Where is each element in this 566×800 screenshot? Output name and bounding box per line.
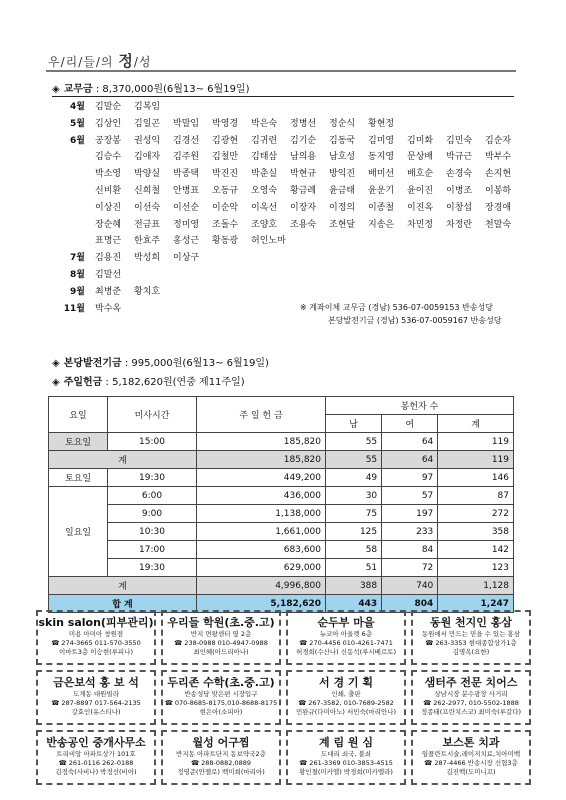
ad-box <box>411 670 531 725</box>
member-name: 박진진 <box>212 169 239 180</box>
member-name: 신희철 <box>134 186 161 196</box>
ad-line: 반송성당 맞은편 시장입구 <box>184 690 258 698</box>
member-name: 정병선 <box>290 118 317 129</box>
member-name: 박영경 <box>212 118 239 129</box>
cell-m: 58 <box>326 541 382 559</box>
ad-line: 트리비앙 아파트상가 101호 <box>56 750 136 758</box>
member-name: 최병준 <box>95 286 122 297</box>
member-name: 김기순 <box>290 135 317 146</box>
name-row <box>95 233 290 246</box>
member-name: 오동규 <box>212 186 239 196</box>
cell-amount: 185,820 <box>197 433 326 451</box>
member-name: 김철만 <box>212 152 239 163</box>
cell-time: 17:00 <box>108 541 197 559</box>
member-name: 이창섭 <box>446 202 473 213</box>
member-name: 김주원 <box>173 152 200 163</box>
th-time: 미사시간 <box>108 397 197 433</box>
ad-line: 도대리 쇠국, 불쇠 <box>320 750 372 758</box>
ad-box <box>286 670 406 725</box>
member-name: 정순식 <box>329 118 356 129</box>
member-name: 박종택 <box>173 169 200 180</box>
member-name: 조양호 <box>251 219 278 230</box>
collection-table-body <box>49 433 514 613</box>
member-name: 한효주 <box>134 236 161 247</box>
member-name: 김미화 <box>407 135 434 146</box>
table-row <box>49 505 514 523</box>
member-name: 박부수 <box>485 152 512 163</box>
ad-line: 김진백(도미니꼬) <box>446 768 496 776</box>
cell-day: 계 <box>49 451 197 469</box>
ad-line: ☎ 261-0116 262-0188 <box>58 759 134 767</box>
member-name: 이정의 <box>329 202 356 213</box>
account-note-1: ※ 계좌이체 교무금 (경남) 536-07-0059153 반송성당 <box>300 303 493 312</box>
cell-f: 84 <box>382 541 438 559</box>
table-row <box>49 487 514 505</box>
cell-m: 55 <box>326 451 382 469</box>
ad-line: 인쇄, 출판 <box>331 690 361 698</box>
member-name: 황현정 <box>368 118 395 129</box>
cell-t: 123 <box>438 559 514 577</box>
ad-name: 월성 어구찜 <box>192 736 250 749</box>
account-note-2: 본당발전기금 (경남) 536-07-0059167 반송성당 <box>328 316 502 325</box>
collection-value: : 5,182,620원(연중 제11주일) <box>105 377 245 388</box>
cell-time: 19:30 <box>108 559 197 577</box>
collection-table <box>48 396 514 613</box>
cell-m: 55 <box>326 433 382 451</box>
cell-m: 125 <box>326 523 382 541</box>
member-name: 지송은 <box>368 219 395 230</box>
member-name: 문상배 <box>407 152 434 163</box>
member-name: 이상구 <box>173 253 200 264</box>
ad-line: ☎ 274-3665 011-570-3550 <box>51 639 141 647</box>
th-attendees: 봉헌자 수 <box>326 397 514 415</box>
month-label: 6월 <box>70 135 85 146</box>
name-row <box>95 200 524 213</box>
ad-line: 김정숙(사비나) 박정선(비아) <box>55 768 137 776</box>
cell-m: 51 <box>326 559 382 577</box>
table-row <box>49 523 514 541</box>
member-name: 이종철 <box>368 202 395 213</box>
member-name: 김말선 <box>95 270 122 280</box>
member-name: 손경숙 <box>446 169 473 180</box>
member-name: 동지영 <box>368 152 395 163</box>
ad-line: 황인철(미카엘) 박경희(미카엘라) <box>299 768 393 776</box>
member-name: 이장자 <box>290 202 317 213</box>
cell-f: 97 <box>382 469 438 487</box>
title-end: 성 <box>138 55 152 69</box>
th-male: 남 <box>326 415 382 433</box>
cell-f: 804 <box>382 595 438 613</box>
cell-amount: 436,000 <box>197 487 326 505</box>
table-row <box>49 469 514 487</box>
member-name: 정미영 <box>173 219 200 230</box>
member-name: 방익진 <box>329 169 356 180</box>
ad-box <box>36 670 156 725</box>
ad-line: 허경희(수산나) 신동석(루시베르토) <box>295 648 397 656</box>
tithe-value: : 8,370,000원(6월13~ 6월19일) <box>95 84 250 95</box>
ad-box <box>286 610 406 665</box>
cell-day: 토요일 <box>49 469 108 487</box>
ad-box <box>286 730 406 785</box>
ad-name: 금은보석 홍 보 석 <box>53 676 139 689</box>
ad-name: skin salon(피부관리) <box>38 616 154 629</box>
name-row <box>95 133 524 146</box>
cell-day: 토요일 <box>49 433 108 451</box>
month-label: 5월 <box>70 118 85 129</box>
member-name: 황치호 <box>134 286 161 297</box>
ad-line: ☎ 288-0882,0889 <box>190 759 252 767</box>
ad-line: ☎ 270-4456 010-4261-7471 <box>299 639 393 647</box>
name-row <box>95 149 524 162</box>
ad-name: 샘터주 전문 치어스 <box>424 676 518 689</box>
member-name: 김귀련 <box>251 135 278 146</box>
ad-box <box>411 610 531 665</box>
member-name: 공장봉 <box>95 135 122 146</box>
ad-name: 순두부 마을 <box>317 616 375 629</box>
ad-line: 현은아(소피아) <box>199 708 243 716</box>
member-name: 김상인 <box>95 118 122 129</box>
member-name: 차민정 <box>407 219 434 230</box>
title-prefix: 우/리/들/의 <box>48 55 119 69</box>
collection-label: 주일헌금 <box>63 377 103 388</box>
member-name: 이상진 <box>95 202 122 213</box>
member-name: 김애자 <box>134 152 161 163</box>
member-name: 김승수 <box>95 152 122 163</box>
ad-line: 김명옥(요한) <box>452 648 490 656</box>
ad-name: 보스톤 치과 <box>442 736 500 749</box>
member-name: 이선숙 <box>134 202 161 213</box>
ad-name: 서 경 기 획 <box>319 676 373 689</box>
table-row <box>49 559 514 577</box>
fund-label: 본당발전기금 <box>63 358 122 369</box>
cell-m: 49 <box>326 469 382 487</box>
ad-line: 뉴코아 아울렛 6층 <box>319 630 373 638</box>
member-name: 김순자 <box>485 135 512 146</box>
cell-t: 146 <box>438 469 514 487</box>
name-row <box>95 250 212 263</box>
cell-time: 9:00 <box>108 505 197 523</box>
ad-line: ☎ 267-3582, 010-7689-2582 <box>298 699 394 707</box>
cell-t: 142 <box>438 541 514 559</box>
cell-f: 233 <box>382 523 438 541</box>
ad-line: 이마트3층 이승현(루피나) <box>58 648 134 656</box>
ad-line: 도계동 대원빌라 <box>72 690 120 698</box>
member-name: 이선순 <box>173 202 200 213</box>
ad-line: ☎ 238-0988 010-4947-0988 <box>174 639 268 647</box>
member-name: 박은숙 <box>251 118 278 129</box>
name-row <box>95 166 524 179</box>
month-label: 4월 <box>70 102 85 112</box>
ad-line: 민완규(다미아노) 서민숙(마리안나) <box>295 708 397 716</box>
ad-line: 동원에서 만드는 믿을 수 있는 홍삼 <box>421 630 521 638</box>
member-name: 차정란 <box>446 219 473 230</box>
month-label: 8월 <box>70 270 85 280</box>
member-name: 박수옥 <box>95 303 122 314</box>
cell-time: 10:30 <box>108 523 197 541</box>
cell-f: 197 <box>382 505 438 523</box>
cell-day: 계 <box>49 577 197 595</box>
cell-f: 64 <box>382 433 438 451</box>
cell-f: 57 <box>382 487 438 505</box>
cell-t: 119 <box>438 451 514 469</box>
cell-amount: 4,996,800 <box>197 577 326 595</box>
cell-amount: 1,661,000 <box>197 523 326 541</box>
cell-day: 합 계 <box>49 595 197 613</box>
member-name: 이병조 <box>446 186 473 196</box>
ad-line: 반지동 아파트단지 동보약국2층 <box>176 750 266 758</box>
member-name: 김용진 <box>95 253 122 264</box>
ad-line: 최인혜(아드리아나) <box>193 648 249 656</box>
cell-t: 87 <box>438 487 514 505</box>
diamond-icon: ◈ <box>52 377 60 388</box>
member-name: 남의용 <box>290 152 317 163</box>
member-name: 윤금태 <box>329 186 356 196</box>
member-name: 박말임 <box>173 118 200 129</box>
tithe-label: 교무금 <box>63 84 93 95</box>
member-name: 조용숙 <box>290 219 317 230</box>
cell-m: 75 <box>326 505 382 523</box>
member-name: 권성익 <box>134 135 161 146</box>
name-row <box>95 217 524 230</box>
cell-t: 1,247 <box>438 595 514 613</box>
member-name: 전금표 <box>134 219 161 230</box>
name-row <box>95 116 407 129</box>
member-name: 이진옥 <box>407 202 434 213</box>
cell-m: 30 <box>326 487 382 505</box>
ad-name: 두리존 수학(초.중.고) <box>167 676 275 689</box>
ad-line: ☎ 070-8685-8175,010-8688-8175 <box>164 699 278 707</box>
cell-day: 일요일 <box>49 487 108 577</box>
member-name: 윤이진 <box>407 186 434 196</box>
member-name: 김광현 <box>212 135 239 146</box>
collection-table-wrap <box>48 396 514 613</box>
ad-line: 강효인(유스티나) <box>71 708 121 716</box>
member-name: 조돌수 <box>212 219 239 230</box>
ad-name: 반송공인 중개사무소 <box>46 736 146 749</box>
member-name: 황동광 <box>212 236 239 247</box>
member-name: 오영숙 <box>251 186 278 196</box>
member-name: 손지현 <box>485 169 512 180</box>
fund-value: : 995,000원(6월13~ 6월19일) <box>124 358 269 369</box>
member-name: 김태삼 <box>251 152 278 163</box>
cell-time: 15:00 <box>108 433 197 451</box>
member-name: 김민숙 <box>446 135 473 146</box>
member-name: 박규근 <box>446 152 473 163</box>
ads-grid <box>36 610 530 785</box>
name-row <box>95 183 524 196</box>
member-name: 천말숙 <box>485 219 512 230</box>
cell-t: 119 <box>438 433 514 451</box>
member-name: 홍성근 <box>173 236 200 247</box>
ad-box <box>36 730 156 785</box>
member-name: 김복임 <box>134 102 161 112</box>
member-name: 박춘실 <box>251 169 278 180</box>
member-name: 장순혜 <box>95 219 122 230</box>
fund-heading <box>52 354 269 369</box>
ad-line: ☎ 287-4466 반송시장 신협3층 <box>424 759 518 767</box>
member-name: 이옥선 <box>251 202 278 213</box>
name-row <box>95 301 134 314</box>
ad-line: ☎ 287-8897 017-564-2135 <box>51 699 141 707</box>
ad-line: 미용 아미아 창원점 <box>68 630 124 638</box>
month-label: 7월 <box>70 253 85 264</box>
member-name: 황금례 <box>290 186 317 196</box>
th-day: 요일 <box>49 397 108 433</box>
cell-t: 358 <box>438 523 514 541</box>
ad-box <box>161 670 281 725</box>
cell-amount: 683,600 <box>197 541 326 559</box>
table-row <box>49 541 514 559</box>
ad-line: ☎ 262-2977, 010-5502-1888 <box>423 699 519 707</box>
cell-time: 19:30 <box>108 469 197 487</box>
member-name: 조현달 <box>329 219 356 230</box>
cell-amount: 629,000 <box>197 559 326 577</box>
th-female: 여 <box>382 415 438 433</box>
ad-line: 반지 면왕센터 옆 2층 <box>190 630 252 638</box>
ad-box <box>161 610 281 665</box>
diamond-icon: ◈ <box>52 358 60 369</box>
member-name: 배미선 <box>368 169 395 180</box>
cell-f: 72 <box>382 559 438 577</box>
member-name: 김미영 <box>368 135 395 146</box>
ad-line: 상남시장 분수광장 사거리 <box>434 690 508 698</box>
cell-amount: 1,138,000 <box>197 505 326 523</box>
ad-box <box>161 730 281 785</box>
member-name: 박소영 <box>95 169 122 180</box>
member-name: 신비환 <box>95 186 122 196</box>
ad-line: ☎ 263-3353 현대종합상가1층 <box>425 639 517 647</box>
cell-t: 272 <box>438 505 514 523</box>
member-name: 김동국 <box>329 135 356 146</box>
member-name: 배호순 <box>407 169 434 180</box>
cell-t: 1,128 <box>438 577 514 595</box>
th-amount: 주 일 헌 금 <box>197 397 326 433</box>
cell-amount: 449,200 <box>197 469 326 487</box>
member-name: 김경선 <box>173 135 200 146</box>
member-name: 김말순 <box>95 102 122 112</box>
cell-amount: 185,820 <box>197 451 326 469</box>
cell-time: 6:00 <box>108 487 197 505</box>
ad-line: 정영준(안젤로) 백미희(마리아) <box>177 768 265 776</box>
member-name: 허인노마 <box>251 236 286 247</box>
member-name: 박양실 <box>134 169 161 180</box>
member-name: 안병표 <box>173 186 200 196</box>
cell-f: 740 <box>382 577 438 595</box>
member-name: 장경애 <box>485 202 512 213</box>
ad-line: 정종태(프란치스코) 최미숙(루갈다) <box>420 708 522 716</box>
collection-heading <box>52 373 245 388</box>
ad-line: ☎ 261-3369 010-3853-4515 <box>299 759 393 767</box>
member-name: 표명근 <box>95 236 122 247</box>
page-title <box>48 50 151 71</box>
name-row <box>95 284 173 297</box>
member-name: 김일곤 <box>134 118 161 129</box>
month-label: 9월 <box>70 286 85 297</box>
diamond-icon: ◈ <box>52 84 60 95</box>
member-name: 박현규 <box>290 169 317 180</box>
member-name: 이봉하 <box>485 186 512 196</box>
name-row <box>95 99 173 112</box>
ad-name: 우리들 학원(초.중.고) <box>167 616 275 629</box>
tithe-heading <box>52 80 250 95</box>
table-row <box>49 451 514 469</box>
tithe-divider <box>52 96 514 97</box>
member-name: 윤운기 <box>368 186 395 196</box>
member-name: 남호성 <box>329 152 356 163</box>
month-label: 11월 <box>63 303 85 314</box>
name-row <box>95 267 134 280</box>
ad-box <box>36 610 156 665</box>
table-row <box>49 433 514 451</box>
cell-m: 388 <box>326 577 382 595</box>
table-row <box>49 577 514 595</box>
cell-m: 443 <box>326 595 382 613</box>
ad-name: 동원 천지인 홍삼 <box>429 616 513 629</box>
title-main: 정 <box>118 52 134 70</box>
ad-name: 계 림 원 심 <box>319 736 373 749</box>
cell-f: 64 <box>382 451 438 469</box>
ad-box <box>411 730 531 785</box>
cell-amount: 5,182,620 <box>197 595 326 613</box>
member-name: 이순악 <box>212 202 239 213</box>
title-divider <box>46 70 516 72</box>
title-sep: / <box>133 55 139 69</box>
member-name: 박성희 <box>134 253 161 264</box>
th-total: 계 <box>438 415 514 433</box>
ad-line: 임플란트시술,레이저치료,치아미백 <box>421 750 521 758</box>
